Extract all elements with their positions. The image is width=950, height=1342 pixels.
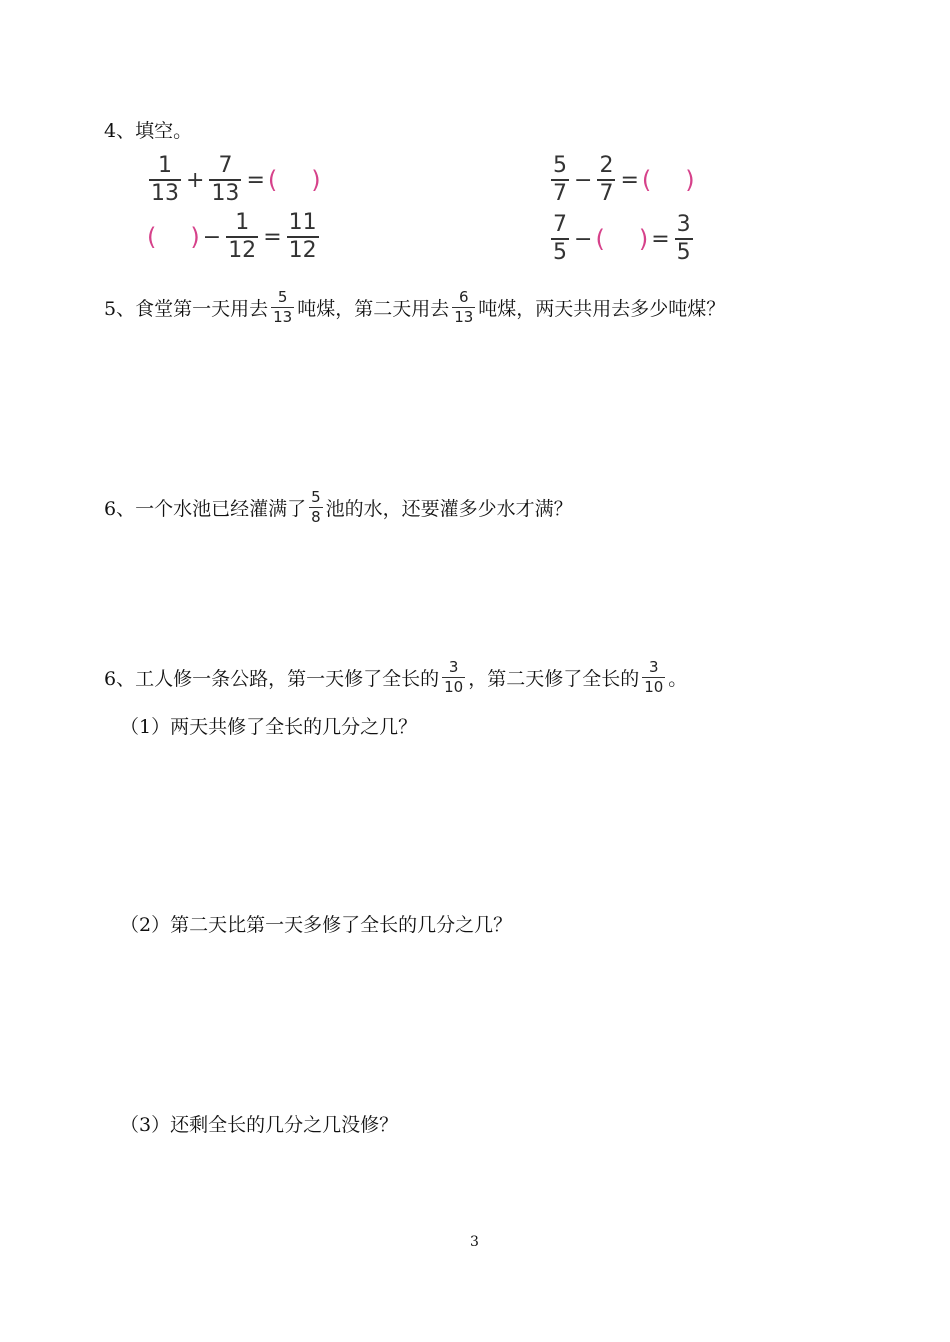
fraction bbox=[551, 155, 569, 205]
operator: + bbox=[186, 167, 205, 193]
numerator: 7 bbox=[218, 153, 233, 178]
equals-sign: = bbox=[651, 226, 670, 252]
page-number: 3 bbox=[470, 1234, 479, 1250]
denominator: 10 bbox=[444, 678, 464, 696]
q6b-text bbox=[104, 660, 687, 695]
numerator: 3 bbox=[676, 212, 691, 237]
denominator: 12 bbox=[288, 238, 317, 263]
fraction bbox=[309, 490, 323, 525]
q6a-text-b: 池的水，还要灌多少水才满？ bbox=[325, 498, 573, 520]
fraction bbox=[209, 155, 241, 205]
answer-paren-right: ) bbox=[685, 166, 695, 194]
numerator: 3 bbox=[648, 658, 659, 676]
q5-text-c: 吨煤，两天共用去多少吨煤？ bbox=[478, 298, 726, 320]
numerator: 3 bbox=[448, 658, 459, 676]
q4-title: 4、填空。 bbox=[104, 120, 193, 142]
operator: − bbox=[574, 167, 593, 193]
operator: − bbox=[202, 224, 222, 250]
answer-paren-left: ( bbox=[147, 223, 157, 251]
q6b-text-b: ，第二天修了全长的 bbox=[468, 668, 640, 690]
numerator: 1 bbox=[158, 153, 172, 178]
equals-sign: = bbox=[620, 167, 639, 193]
numerator: 11 bbox=[288, 210, 317, 235]
answer-paren-left: ( bbox=[595, 225, 605, 253]
fraction bbox=[442, 660, 465, 695]
fraction bbox=[675, 214, 693, 264]
q6a-text bbox=[104, 490, 573, 525]
denominator: 5 bbox=[676, 240, 691, 265]
numerator: 1 bbox=[235, 210, 250, 235]
denominator: 13 bbox=[273, 308, 293, 326]
q6b-sub2: （2）第二天比第一天多修了全长的几分之几？ bbox=[120, 914, 513, 936]
answer-paren-right: ) bbox=[190, 223, 200, 251]
denominator: 13 bbox=[211, 181, 240, 206]
fraction bbox=[149, 155, 181, 205]
fraction bbox=[271, 290, 294, 325]
q6b-sub1: （1）两天共修了全长的几分之几？ bbox=[120, 716, 418, 738]
denominator: 13 bbox=[454, 308, 474, 326]
numerator: 6 bbox=[458, 288, 469, 306]
q5-text-a: 5、食堂第一天用去 bbox=[104, 298, 269, 320]
numerator: 5 bbox=[311, 488, 321, 506]
equals-sign: = bbox=[246, 167, 265, 193]
equation-1 bbox=[147, 155, 321, 205]
q6b-sub3: （3）还剩全长的几分之几没修？ bbox=[120, 1114, 399, 1136]
answer-paren-right: ) bbox=[311, 166, 321, 194]
fraction bbox=[287, 212, 319, 262]
numerator: 7 bbox=[553, 212, 567, 237]
numerator: 2 bbox=[599, 153, 614, 178]
equation-2 bbox=[147, 212, 321, 262]
equation-4 bbox=[549, 214, 695, 264]
fraction bbox=[226, 212, 258, 262]
numerator: 5 bbox=[277, 288, 288, 306]
operator: − bbox=[574, 226, 593, 252]
answer-paren-left: ( bbox=[641, 166, 652, 194]
denominator: 13 bbox=[151, 181, 179, 206]
q5-text-b: 吨煤，第二天用去 bbox=[297, 298, 450, 320]
denominator: 7 bbox=[599, 181, 614, 206]
denominator: 8 bbox=[311, 508, 321, 526]
fraction bbox=[642, 660, 665, 695]
numerator: 5 bbox=[553, 153, 567, 178]
fraction bbox=[597, 155, 615, 205]
denominator: 7 bbox=[553, 181, 567, 206]
answer-paren-right: ) bbox=[638, 225, 649, 253]
answer-paren-left: ( bbox=[267, 166, 278, 194]
denominator: 10 bbox=[644, 678, 664, 696]
q6a-text-a: 6、一个水池已经灌满了 bbox=[104, 498, 307, 520]
q5-text bbox=[104, 290, 725, 325]
equation-3 bbox=[549, 155, 695, 205]
denominator: 5 bbox=[553, 240, 567, 265]
q6b-text-a: 6、工人修一条公路，第一天修了全长的 bbox=[104, 668, 440, 690]
denominator: 12 bbox=[228, 238, 257, 263]
fraction bbox=[551, 214, 569, 264]
q6b-text-c: 。 bbox=[668, 668, 688, 690]
fraction bbox=[452, 290, 475, 325]
equals-sign: = bbox=[263, 224, 282, 250]
